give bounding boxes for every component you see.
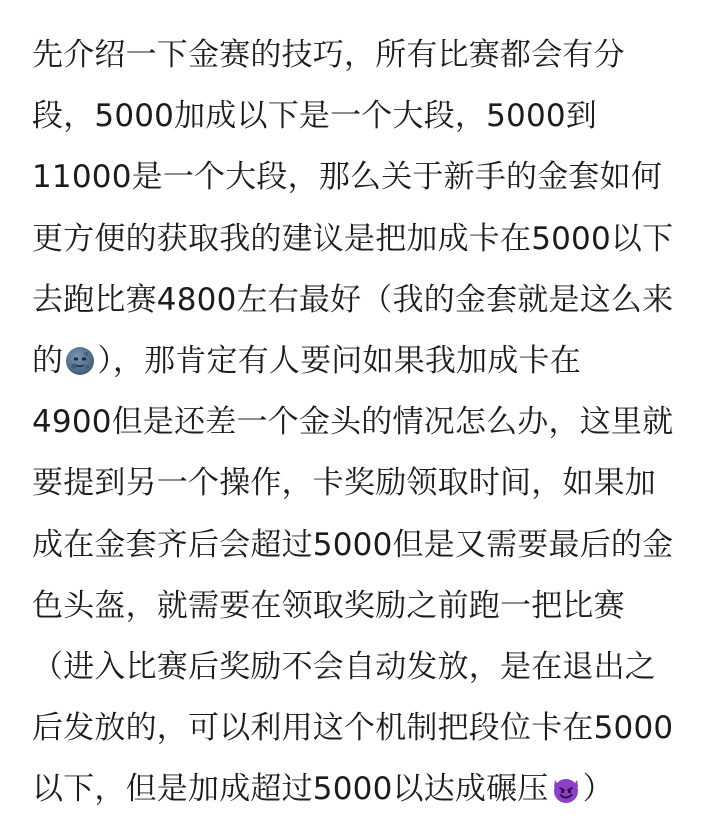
post-line: 先介绍一下金赛的技巧，所有比赛都会有分 — [32, 37, 625, 73]
post-line: 4900但是还差一个金头的情况怎么办，这里就 — [32, 404, 674, 441]
post-line: 后发放的，可以利用这个机制把段位卡在5000 — [32, 710, 674, 747]
post-text-fragment: 的 — [32, 342, 64, 379]
post-body — [32, 0, 702, 820]
new-moon-face-icon — [65, 336, 95, 366]
post-line — [32, 331, 702, 392]
post-line — [32, 759, 702, 820]
post-line: 更方便的获取我的建议是把加成卡在5000以下 — [32, 220, 674, 257]
post-line: 段，5000加成以下是一个大段，5000到 — [32, 98, 597, 135]
post-line: 11000是一个大段，那么关于新手的金套如何 — [32, 159, 663, 196]
post-text-fragment: ） — [582, 771, 614, 808]
post-line: （进入比赛后奖励不会自动发放，是在退出之 — [32, 648, 656, 685]
post-line: 要提到另一个操作，卡奖励领取时间，如果加 — [32, 465, 656, 502]
post-line: 成在金套齐后会超过5000但是又需要最后的金 — [32, 526, 674, 563]
post-line: 去跑比赛4800左右最好（我的金套就是这么来 — [32, 281, 674, 318]
post-text-fragment: ），那肯定有人要问如果我加成卡在 — [97, 342, 581, 379]
smiling-devil-icon — [551, 764, 581, 794]
post-text-fragment: 以下，但是加成超过5000以达成碾压 — [32, 771, 549, 808]
post-line: 色头盔，就需要在领取奖励之前跑一把比赛 — [32, 587, 625, 624]
